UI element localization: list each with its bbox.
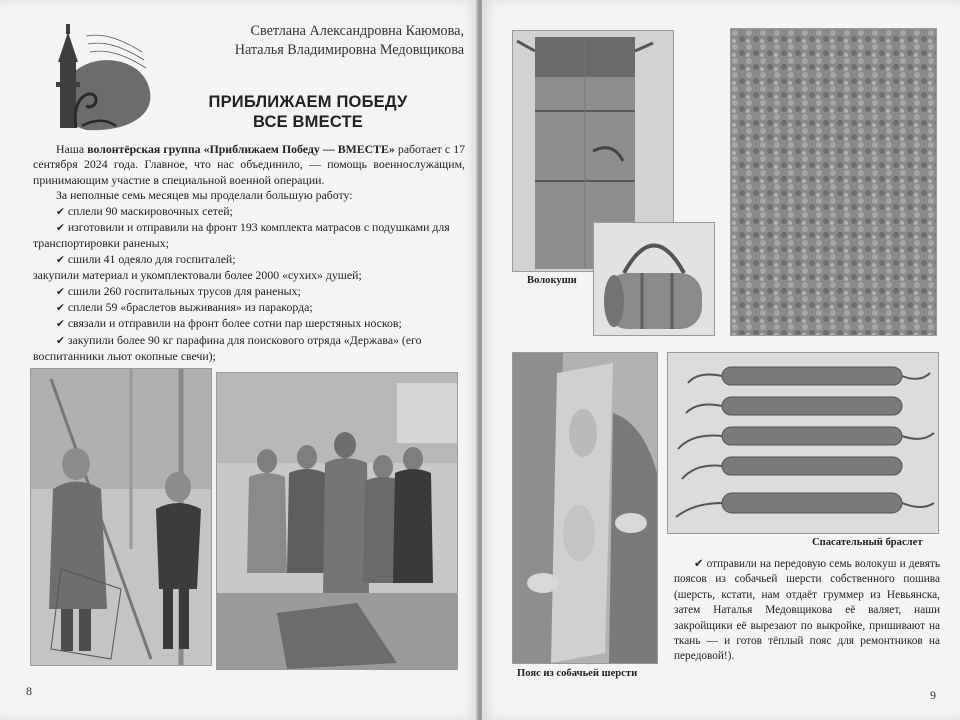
caption-bracelet: Спасательный браслет: [812, 537, 923, 548]
article-title: [168, 92, 448, 132]
checkmark-icon: ✔: [56, 253, 65, 266]
right-paragraph: [674, 557, 940, 665]
kremlin-tower-logo-icon: [46, 22, 156, 134]
delivery-paragraph: ✔ отправили на передовую семь волокуш и девять поясов из собачьей шерсти собственного пошива (шерсть, кстати, нам отдаёт груммер из Невьянска, затем Наталья Медовщикова её валяет, наши закройщики её вырезают по выкройке, пришивают на ткань — и готов тёплый пояс для ремонтников на передовой!).: [674, 558, 940, 663]
achievement-item: ✔ изготовили и отправили на фронт 193 комплекта матрасов с подушками для транспортировки раненых;: [33, 220, 450, 251]
achievement-item: ✔ сшили 260 госпитальных трусов для раненых;: [56, 283, 301, 298]
title-line: ПРИБЛИЖАЕМ ПОБЕДУ: [208, 93, 408, 111]
achievements-list: [33, 204, 465, 365]
checkmark-icon: ✔: [56, 334, 65, 347]
achievement-item: ✔ связали и отправили на фронт более сотни пар шерстяных носков;: [56, 316, 402, 331]
list-intro: За неполные семь месяцев мы проделали большую работу:: [56, 188, 353, 203]
caption-belt: Пояс из собачьей шерсти: [517, 668, 638, 679]
achievement-item: ✔ сплели 59 «браслетов выживания» из паракорда;: [56, 300, 313, 315]
checkmark-icon: ✔: [56, 318, 65, 331]
intro-paragraph: Наша волонтёрская группа «Приближаем Победу — ВМЕСТЕ» работает с 17 сентября 2024 года. Главное, что нас объединило, — помощь военнослужащим, принимающим участие в специальной военной операции.: [33, 142, 465, 187]
left-page: [0, 0, 478, 720]
group-name: волонтёрская группа «Приближаем Победу — ВМЕСТЕ»: [87, 142, 395, 156]
checkmark-icon: ✔: [56, 285, 65, 298]
checkmark-icon: ✔: [56, 302, 65, 315]
page-number: 9: [930, 688, 936, 702]
photo-dog-wool-belt: [512, 352, 658, 664]
photo-camouflage-net: [730, 28, 937, 336]
checkmark-icon: ✔: [56, 222, 65, 235]
checkmark-icon: ✔: [56, 205, 65, 218]
authors: [235, 22, 464, 60]
page-number: 8: [26, 684, 32, 698]
achievement-item: ✔ сшили 41 одеяло для госпиталей;: [56, 251, 236, 266]
photo-paracord-bracelets: [667, 352, 939, 534]
achievement-item: ✔ сплели 90 маскировочных сетей;: [56, 203, 233, 218]
achievement-item: закупили материал и укомплектовали более 2000 «сухих» душей;: [33, 268, 362, 283]
author-name: Наталья Владимировна Медовщикова: [234, 42, 464, 58]
title-line: ВСЕ ВМЕСТЕ: [252, 113, 364, 131]
article-body: [33, 142, 465, 365]
caption-drag: Волокуши: [527, 275, 577, 286]
photo-rolled-stretcher: [593, 222, 715, 336]
achievement-item: ✔ закупили более 90 кг парафина для поискового отряда «Держава» (его воспитанники льют окопные свечи);: [33, 332, 422, 364]
author-name: Светлана Александровна Каюмова,: [250, 23, 464, 39]
photo-volunteer-group: [216, 372, 458, 670]
photo-women-weaving-net: [30, 368, 212, 666]
